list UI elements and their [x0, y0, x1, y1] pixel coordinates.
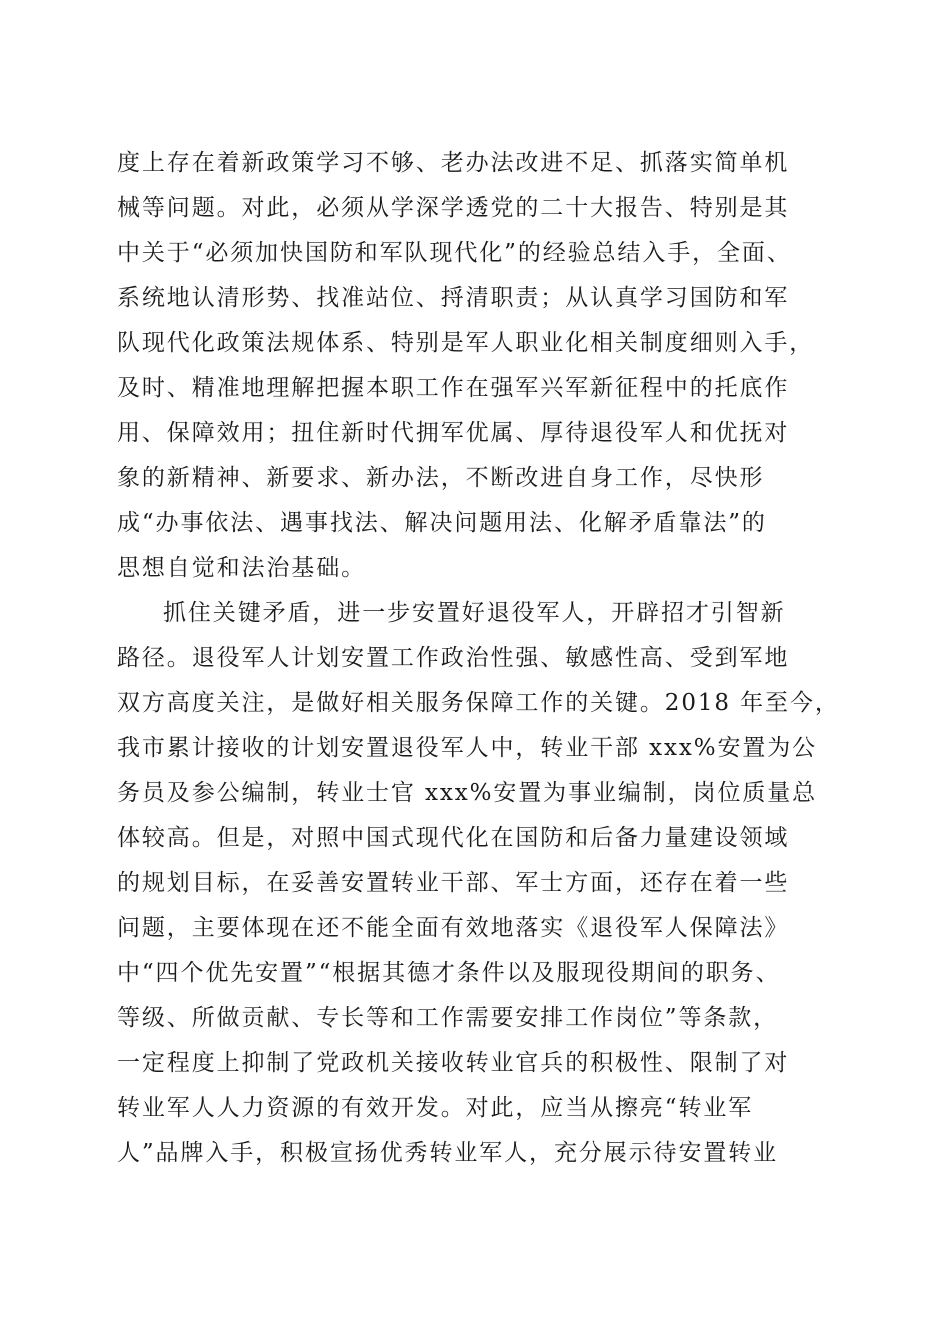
- paragraph-2-line: 一定程度上抑制了党政机关接收转业官兵的积极性、限制了对: [117, 1050, 790, 1076]
- paragraph-2-line: 体较高。但是，对照中国式现代化在国防和后备力量建设领域: [117, 825, 790, 851]
- paragraph-1-line: 及时、精准地理解把握本职工作在强军兴军新征程中的托底作: [117, 375, 790, 401]
- paragraph-2-line: 人”品牌入手，积极宣扬优秀转业军人，充分展示待安置转业: [117, 1140, 779, 1166]
- paragraph-2-line: 问题，主要体现在还不能全面有效地落实《退役军人保障法》: [117, 915, 790, 941]
- paragraph-1-line: 象的新精神、新要求、新办法，不断改进自身工作，尽快形: [117, 465, 765, 491]
- paragraph-1-line: 中关于“必须加快国防和军队现代化”的经验总结入手，全面、: [117, 240, 792, 266]
- paragraph-2-line: 路径。退役军人计划安置工作政治性强、敏感性高、受到军地: [117, 645, 790, 671]
- paragraph-1-line: 成“办事依法、遇事找法、解决问题用法、化解矛盾靠法”的: [117, 510, 767, 536]
- paragraph-2-line: 双方高度关注，是做好相关服务保障工作的关键。2018 年至今，: [117, 690, 840, 716]
- document-body: [117, 141, 857, 1176]
- paragraph-2-line: 中“四个优先安置”“根据其德才条件以及服现役期间的职务、: [117, 960, 781, 986]
- paragraph-1-line: 度上存在着新政策学习不够、老办法改进不足、抓落实简单机: [117, 150, 790, 176]
- paragraph-2-line: 转业军人人力资源的有效开发。对此，应当从擦亮“转业军: [117, 1095, 754, 1121]
- paragraph-2-first-line: 抓住关键矛盾，进一步安置好退役军人，开辟招才引智新: [163, 600, 786, 626]
- paragraph-2-line: 务员及参公编制，转业士官 xxx%安置为事业编制，岗位质量总: [117, 780, 818, 806]
- paragraph-2-line: 我市累计接收的计划安置退役军人中，转业干部 xxx%安置为公: [117, 735, 818, 761]
- paragraph-2-line: 的规划目标，在妥善安置转业干部、军士方面，还存在着一些: [117, 870, 790, 896]
- paragraph-1-line: 械等问题。对此，必须从学深学透党的二十大报告、特别是其: [117, 195, 790, 221]
- paragraph-1-line: 队现代化政策法规体系、特别是军人职业化相关制度细则入手，: [117, 330, 815, 356]
- paragraph-1-line: 系统地认清形势、找准站位、捋清职责；从认真学习国防和军: [117, 285, 790, 311]
- paragraph-1-line: 用、保障效用；扭住新时代拥军优属、厚待退役军人和优抚对: [117, 420, 790, 446]
- paragraph-2-line: 等级、所做贡献、专长等和工作需要安排工作岗位”等条款，: [117, 1005, 779, 1031]
- paragraph-1-line: 思想自觉和法治基础。: [117, 555, 366, 581]
